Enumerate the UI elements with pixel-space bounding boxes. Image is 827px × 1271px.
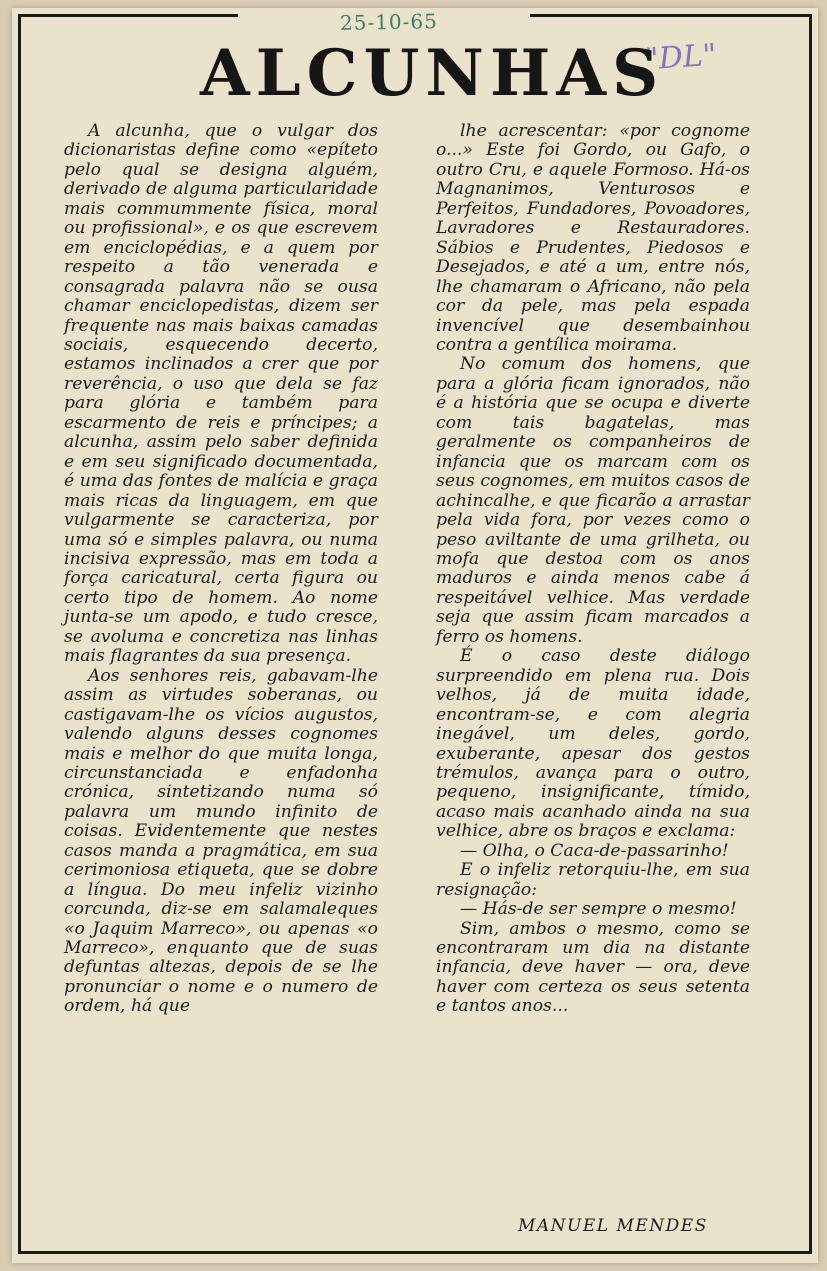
border-right (809, 14, 812, 1254)
border-top-left (18, 14, 238, 17)
handwritten-date: 25-10-65 (339, 9, 439, 35)
article-title: ALCUNHAS (200, 36, 665, 111)
paragraph: Sim, ambos o mesmo, como se encontraram um dia na distante infancia, deve haver — ora, deve haver com certeza os seus setenta e tantos anos... (436, 918, 750, 1017)
right-column (436, 122, 750, 1017)
author-signature: MANUEL MENDES (518, 1216, 708, 1236)
border-top-right (530, 14, 812, 17)
handwritten-mark: "DL" (643, 37, 718, 78)
dialogue-line: — Hás-de ser sempre o mesmo! (460, 899, 737, 920)
dialogue-line: — Olha, o Caca-de-passarinho! (460, 840, 729, 861)
paragraph: A alcunha, que o vulgar dos dicionaristas define como «epíteto pelo qual se designa alguém, derivado de alguma particularidade mais commummente física, moral ou profissional», e os que escrevem em enciclopédias, e a quem por respeito a tão venerada e consagrada palavra não se ousa chamar enciclopedistas, dizem ser frequente nas mais baixas camadas sociais, esquecendo decerto, estamos inclinados a crer que por reverência, o uso que dela se faz para glória e também para escarmento de reis e príncipes; a alcunha, assim pelo saber definida e em seu significado documentada, é uma das fontes de malícia e graça mais ricas da linguagem, em que vulgarmente se caracteriza, por uma só e simples palavra, ou numa incisiva expressão, mas em toda a força caricatural, certa figura ou certo tipo de homem. Ao nome junta-se um apodo, e tudo cresce, se avoluma e concretiza nas linhas mais flagrantes da sua presença. (64, 121, 378, 667)
paragraph: No comum dos homens, que para a glória ficam ignorados, não é a história que se ocupa e diverte com tais bagatelas, mas geralmente os companheiros de infancia que os marcam com os seus cognomes, em muitos casos de achincalhe, e que ficarão a arrastar pela vida fora, por vezes como o peso aviltante de uma grilheta, ou mofa que destoa com os anos maduros e ainda menos cabe á respeitável velhice. Mas verdade seja que assim ficam marcados a ferro os homens. (436, 354, 750, 647)
paragraph: lhe acrescentar: «por cognome o...» Este foi Gordo, ou Gafo, o outro Cru, e aquele Formoso. Há-os Magnanimos, Venturosos e Perfeitos, Fundadores, Povoadores, Lavradores e Restauradores. Sábios e Prudentes, Piedosos e Desejados, e até a um, entre nós, lhe chamaram o Africano, não pela cor da pele, mas pela espada invencível que desembainhou contra a gentílica moirama. (436, 121, 750, 355)
border-bottom (18, 1251, 812, 1254)
paragraph: E o infeliz retorquiu-lhe, em sua resignação: (436, 860, 750, 900)
left-column (64, 122, 378, 1017)
paragraph: É o caso deste diálogo surpreendido em plena rua. Dois velhos, já de muita idade, encontram-se, e com alegria inegável, um deles, gordo, exuberante, apesar dos gestos trémulos, avança para o outro, pequeno, insignificante, tímido, acaso mais acanhado ainda na sua velhice, abre os braços e exclama: (436, 646, 750, 842)
border-left (18, 14, 21, 1254)
paragraph: Aos senhores reis, gabavam-lhe assim as virtudes soberanas, ou castigavam-lhe os vícios augustos, valendo alguns desses cognomes mais e melhor do que muita longa, circunstanciada e enfadonha crónica, sintetizando numa só palavra um mundo infinito de coisas. Evidentemente que nestes casos manda a pragmática, em sua cerimoniosa etiqueta, que se dobre a língua. Do meu infeliz vizinho corcunda, diz-se em salamaleques «o Jaquim Marreco», ou apenas «o Marreco», enquanto que de suas defuntas altezas, depois de se lhe pronunciar o nome e o numero de ordem, há que (64, 665, 378, 1017)
